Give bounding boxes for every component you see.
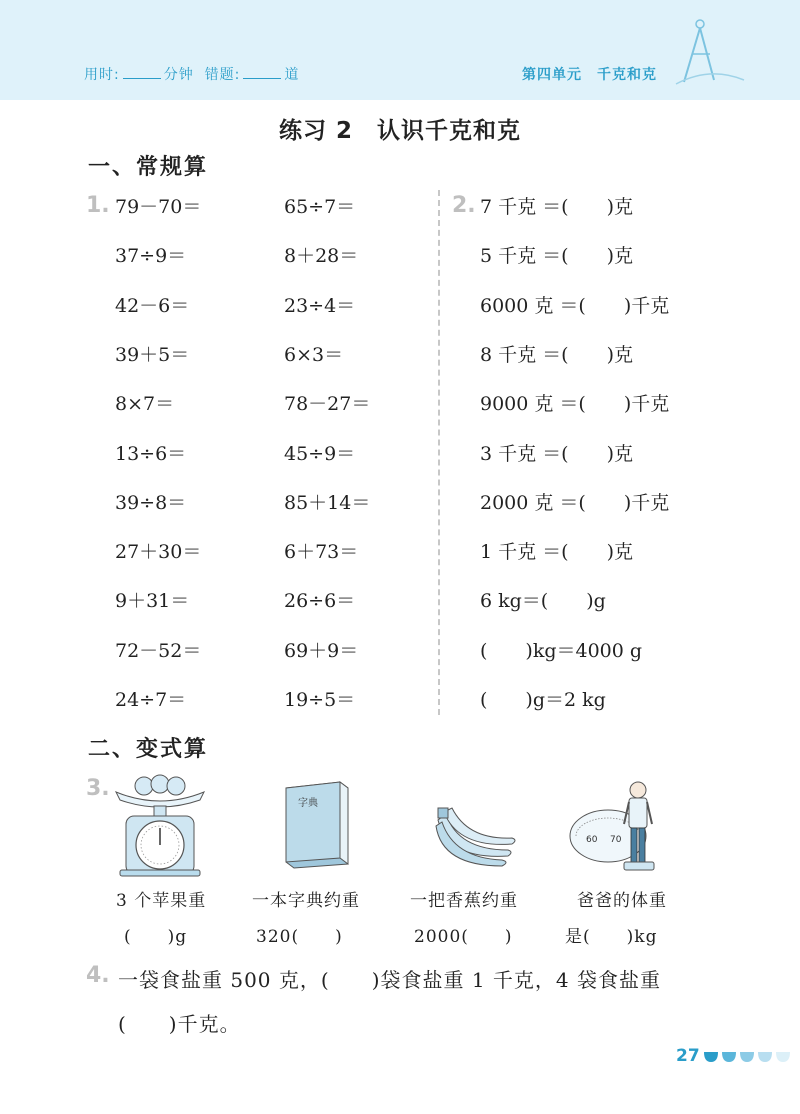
page-title: 练习 2 认识千克和克: [278, 118, 521, 144]
question-number-1: 1.: [86, 193, 110, 218]
q1-problem-left: 39÷8＝: [115, 491, 187, 514]
page-number: 27: [676, 1046, 700, 1066]
q2-conversion-item: 2000 克 ＝( )千克: [480, 491, 670, 514]
dao-label: 道: [284, 67, 300, 83]
error-label: 错题:: [204, 67, 241, 83]
page-decoration-dots: [702, 1050, 792, 1064]
q1-problem-right: 26÷6＝: [284, 590, 356, 613]
time-error-record: [84, 64, 299, 84]
q3-caption-line1: 一把香蕉约重: [410, 891, 518, 911]
scale-reading-70: 70: [610, 835, 622, 845]
minute-label: 分钟: [163, 67, 194, 83]
q1-problem-right: 6×3＝: [284, 343, 344, 366]
unit-label: 第四单元 千克和克: [522, 67, 657, 83]
q1-problem-left: 39＋5＝: [115, 343, 190, 366]
question-number-4: 4.: [86, 963, 110, 988]
q1-problem-right: 6＋73＝: [284, 541, 359, 564]
q1-problem-right: 45÷9＝: [284, 442, 356, 465]
q1-problem-right: 78－27＝: [284, 393, 371, 416]
time-label: 用时:: [84, 67, 120, 83]
error-blank: [243, 78, 281, 79]
q1-problem-left: 8×7＝: [115, 393, 175, 416]
dictionary-label: 字典: [298, 798, 318, 809]
q2-conversion-item: 5 千克 ＝( )克: [480, 245, 633, 268]
q1-problem-right: 8＋28＝: [284, 245, 359, 268]
q1-problem-left: 42－6＝: [115, 294, 190, 317]
q3-caption-line2: 是( )kg: [565, 927, 658, 947]
dictionary-image: [278, 778, 354, 870]
q2-conversion-item: 8 千克 ＝( )克: [480, 343, 633, 366]
q2-conversion-item: 6000 克 ＝( )千克: [480, 294, 670, 317]
section-heading-2: 二、变式算: [88, 737, 209, 762]
q2-conversion-item: 1 千克 ＝( )克: [480, 541, 633, 564]
bananas-image: [428, 800, 518, 870]
q1-problem-right: 85＋14＝: [284, 491, 371, 514]
q1-problem-right: 69＋9＝: [284, 639, 359, 662]
q1-problem-right: 19÷5＝: [284, 689, 356, 711]
q1-problem-right: 65÷7＝: [284, 196, 356, 218]
section-heading-1: 一、常规算: [88, 155, 209, 180]
q3-caption-line1: 爸爸的体重: [577, 891, 667, 911]
dad-on-scale-image: [566, 778, 676, 878]
q3-caption-line2: 320( ): [256, 927, 343, 947]
q2-conversion-item: 7 千克 ＝( )克: [480, 196, 633, 218]
question-number-3: 3.: [86, 776, 110, 801]
dashed-divider: [438, 190, 440, 715]
q2-conversion-item: ( )g＝2 kg: [480, 689, 606, 711]
q1-problem-left: 37÷9＝: [115, 245, 187, 268]
q2-conversion-item: ( )kg＝4000 g: [480, 639, 643, 662]
scale-reading-60: 60: [586, 835, 598, 845]
q3-caption-line1: 3 个苹果重: [116, 891, 207, 911]
q1-problem-left: 79－70＝: [115, 196, 202, 218]
q1-problem-left: 9＋31＝: [115, 590, 190, 613]
q4-line-1: 一袋食盐重 500 克，( )袋食盐重 1 千克，4 袋食盐重: [118, 968, 662, 992]
q3-caption-line1: 一本字典约重: [252, 891, 360, 911]
q4-line-2: ( )千克。: [118, 1012, 241, 1036]
q1-problem-left: 24÷7＝: [115, 689, 187, 711]
time-blank: [123, 78, 161, 79]
q1-problem-right: 23÷4＝: [284, 294, 356, 317]
q2-conversion-item: 9000 克 ＝( )千克: [480, 393, 670, 416]
q1-problem-left: 27＋30＝: [115, 541, 202, 564]
question-number-2: 2.: [452, 193, 476, 218]
q2-conversion-item: 6 kg＝( )g: [480, 590, 606, 613]
q3-caption-line2: ( )g: [124, 927, 188, 947]
kitchen-scale-apples-image: [110, 770, 210, 880]
q1-problem-left: 13÷6＝: [115, 442, 187, 465]
q1-problem-left: 72－52＝: [115, 639, 202, 662]
q3-caption-line2: 2000( ): [414, 927, 513, 947]
compass-icon: [670, 14, 750, 94]
q2-conversion-item: 3 千克 ＝( )克: [480, 442, 633, 465]
